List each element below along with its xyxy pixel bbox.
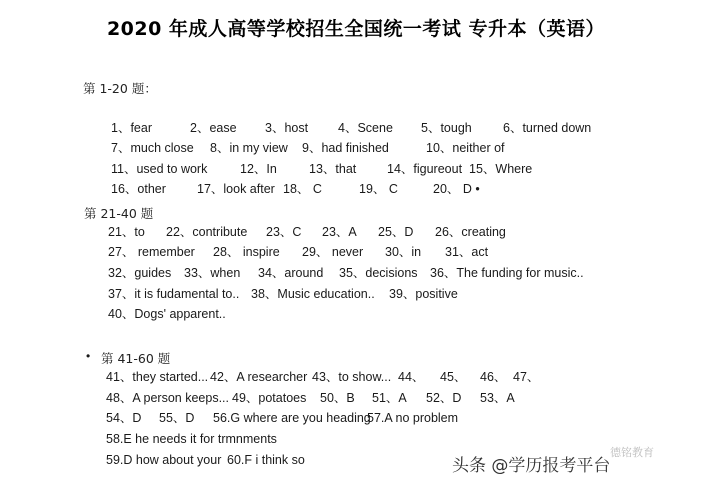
answer-item: 57.A no problem (367, 411, 459, 425)
answer-item: 27、 remember (108, 245, 195, 259)
answer-item: 51、A (372, 391, 407, 405)
answer-item: 16、other (111, 182, 166, 196)
answer-item: 2、ease (190, 121, 237, 135)
answer-item: 8、in my view (210, 141, 288, 155)
answer-item: 12、In (240, 162, 277, 176)
answer-item: 58.E he needs it for trmnments (106, 432, 277, 446)
answer-item: 10、neither of (426, 141, 505, 155)
answer-item: 53、A (480, 391, 515, 405)
answer-item: 54、D (106, 411, 142, 425)
answer-item: 29、 never (302, 245, 364, 259)
answer-item: 17、look after (197, 182, 275, 196)
answer-item: 44、 (398, 370, 425, 384)
answer-item: 39、positive (389, 287, 458, 301)
answer-item: 56.G where are you heading (213, 411, 371, 425)
answer-item: 48、A person keeps... (106, 391, 229, 405)
answer-item: 20、 D • (433, 182, 480, 196)
answer-item: 23、A (322, 225, 357, 239)
answer-item: 36、The funding for music.. (430, 266, 584, 280)
answer-item: 6、turned down (503, 121, 592, 135)
answer-item: 47、 (513, 370, 540, 384)
answer-item: 40、Dogs' apparent.. (108, 307, 226, 321)
answer-item: 32、guides (108, 266, 172, 280)
section-heading-21-40: 第 21-40 题 (84, 206, 154, 221)
answer-item: 49、potatoes (232, 391, 307, 405)
answer-item: 38、Music education.. (251, 287, 375, 301)
answer-item: 31、act (445, 245, 489, 259)
answer-item: 25、D (378, 225, 414, 239)
answer-item: 35、decisions (339, 266, 418, 280)
answer-item: 59.D how about your (106, 453, 222, 467)
answer-item: 30、in (385, 245, 422, 259)
answer-item: 33、when (184, 266, 241, 280)
answer-item: 50、B (320, 391, 355, 405)
answer-item: 5、tough (421, 121, 472, 135)
answer-item: 22、contribute (166, 225, 248, 239)
answer-item: 1、fear (111, 121, 152, 135)
answer-item: 46、 (480, 370, 507, 384)
answer-item: 13、that (309, 162, 357, 176)
answer-item: 14、figureout (387, 162, 463, 176)
document-title: 2020 年成人高等学校招生全国统一考试 专升本（英语） (106, 18, 606, 40)
section-heading-41-60: 第 41-60 题 (101, 351, 171, 366)
answer-item: 45、 (440, 370, 467, 384)
answer-item: 19、 C (359, 182, 398, 196)
answer-item: 28、 inspire (213, 245, 280, 259)
answer-item: 60.F i think so (227, 453, 305, 467)
answer-item: 7、much close (111, 141, 194, 155)
answer-item: 26、creating (435, 225, 506, 239)
watermark-faint: 德铭教育 (610, 447, 654, 459)
answer-item: 21、to (108, 225, 145, 239)
answer-item: 15、Where (469, 162, 533, 176)
watermark: 头条 @学历报考平台 (452, 456, 611, 476)
answer-item: 4、Scene (338, 121, 393, 135)
answer-item: 23、C (266, 225, 302, 239)
section-heading-1-20: 第 1-20 题： (83, 81, 157, 96)
answer-item: 18、 C (283, 182, 322, 196)
answer-item: 3、host (265, 121, 309, 135)
answer-item: 42、A researcher (210, 370, 308, 384)
answer-item: 55、D (159, 411, 195, 425)
answer-item: 43、to show... (312, 370, 392, 384)
answer-item: 11、used to work (111, 162, 208, 176)
answer-item: 37、it is fudamental to.. (108, 287, 240, 301)
answer-item: 34、around (258, 266, 324, 280)
answer-item: 52、D (426, 391, 462, 405)
answer-item: 9、had finished (302, 141, 389, 155)
answer-item: 41、they started... (106, 370, 209, 384)
bullet-icon: • (86, 349, 91, 363)
